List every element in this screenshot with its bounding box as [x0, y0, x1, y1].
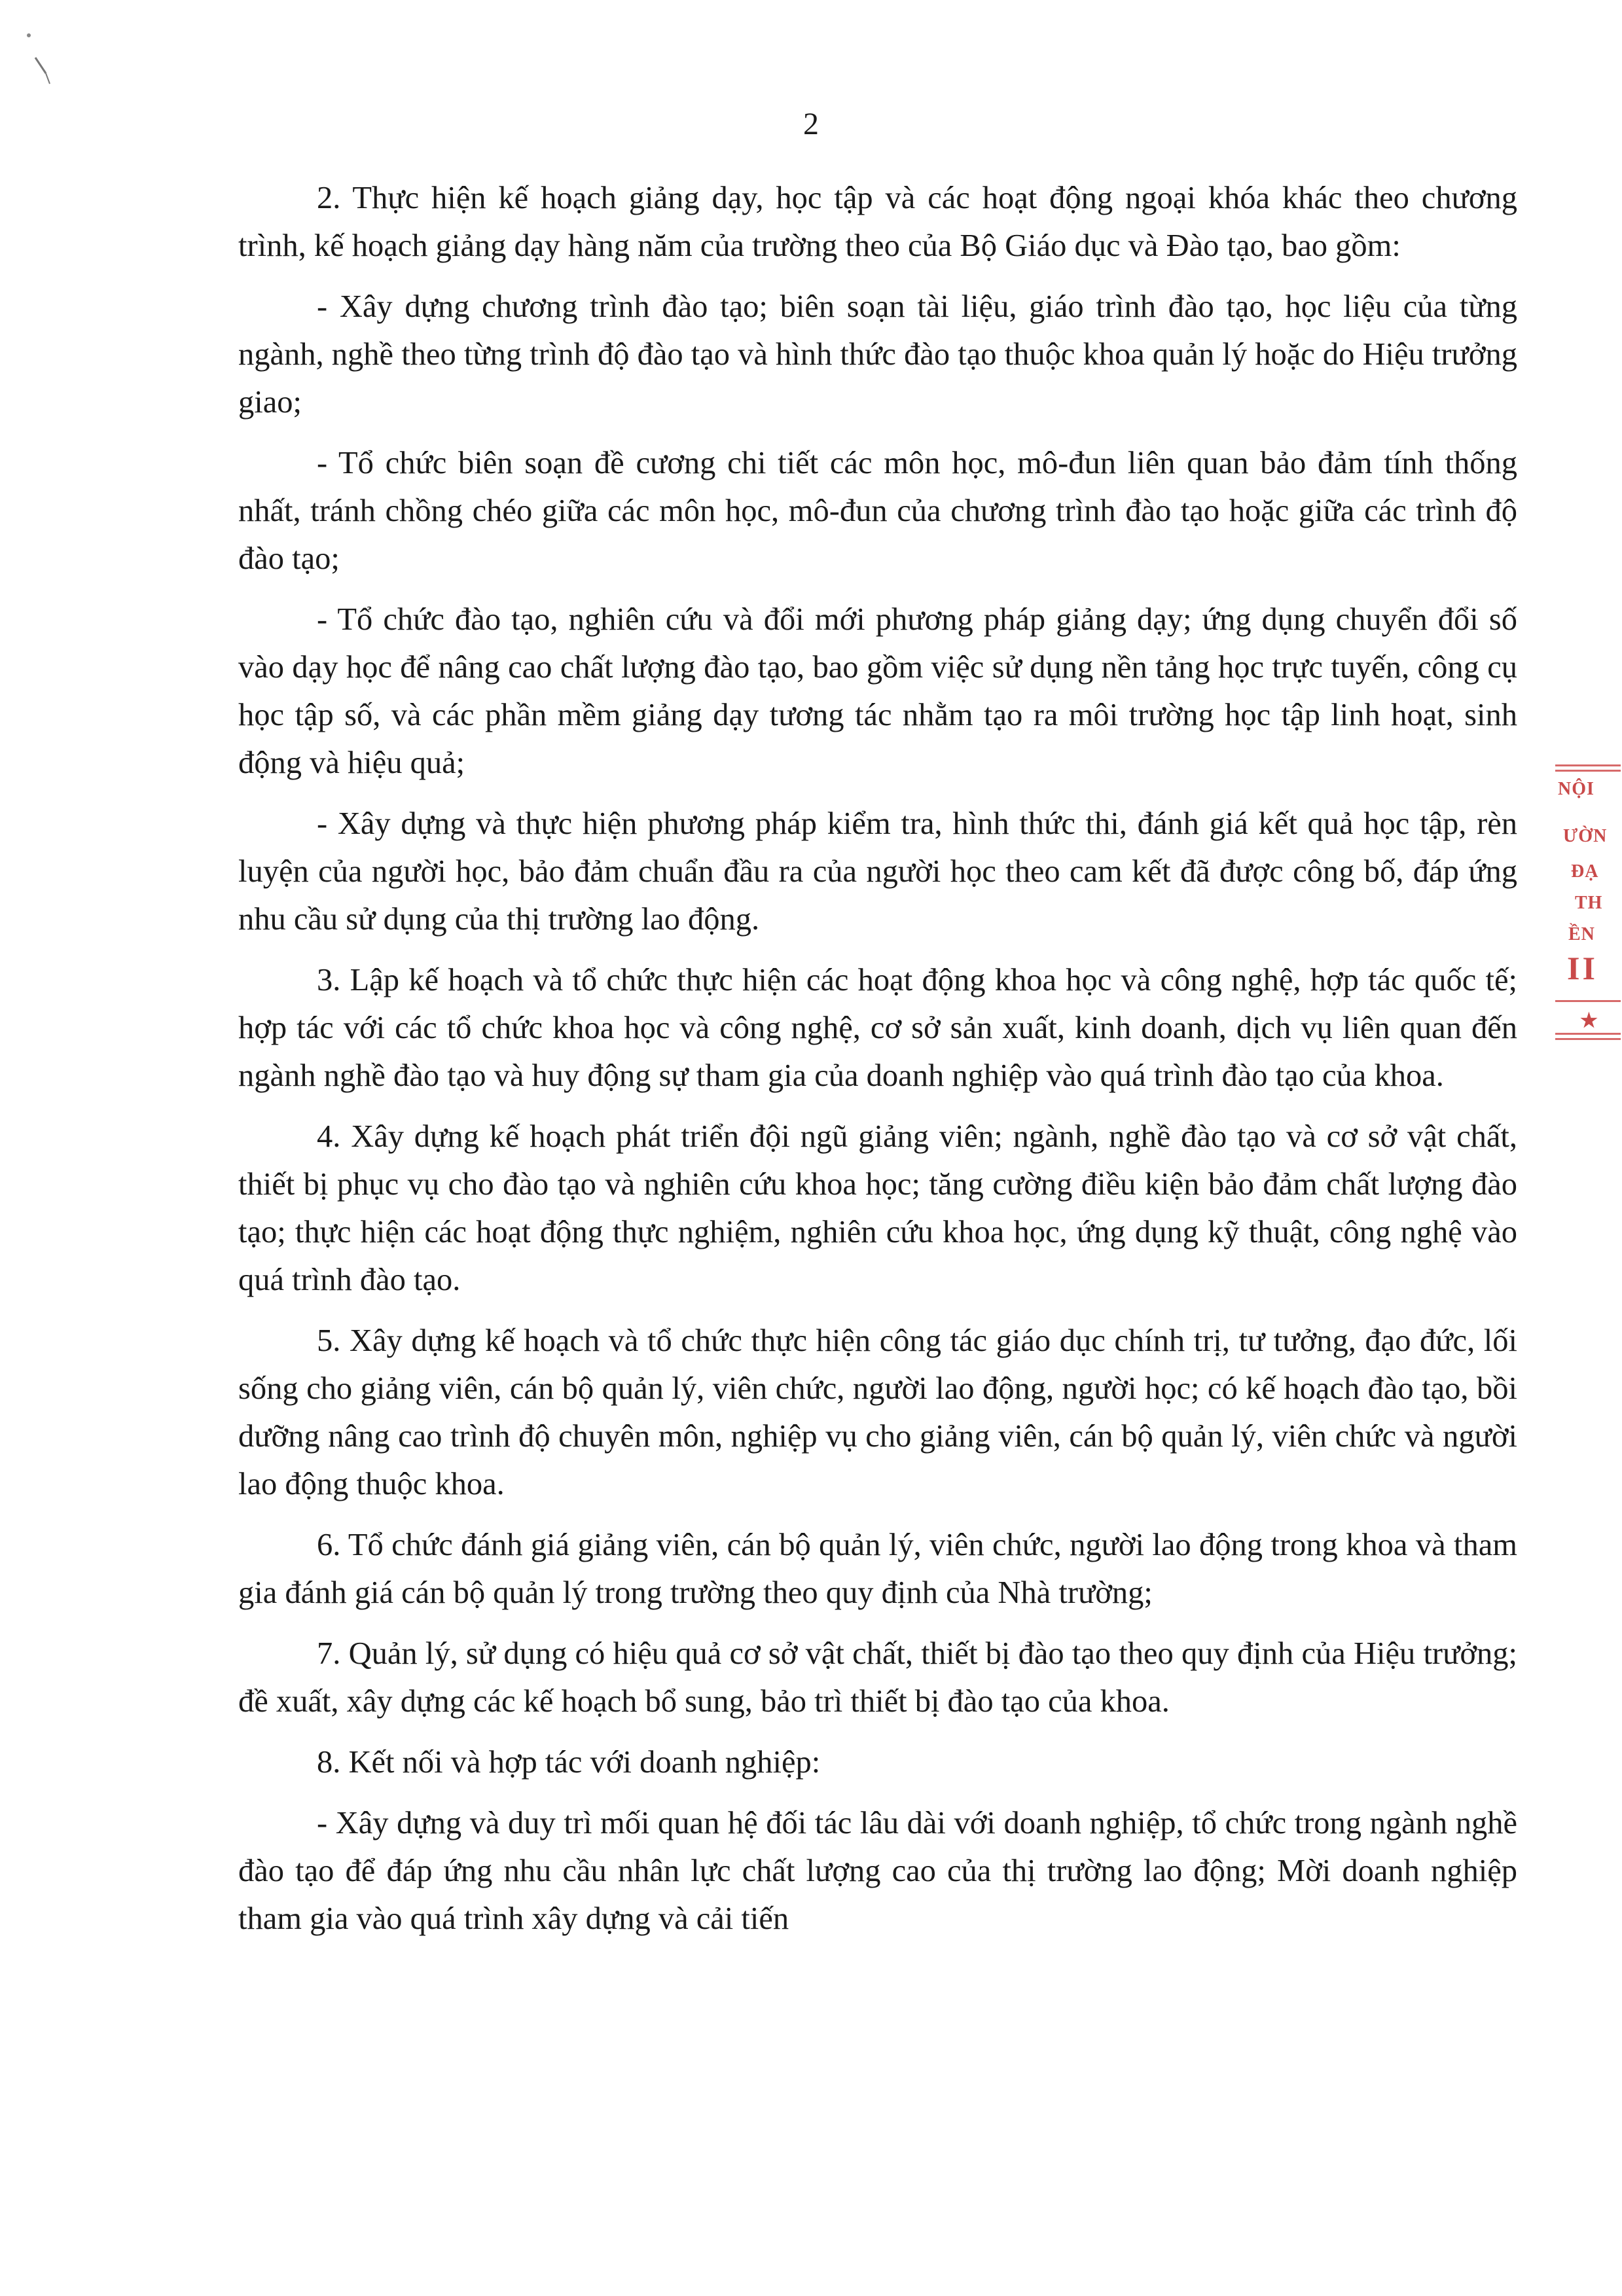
stamp-line: ĐẠ: [1571, 861, 1599, 882]
paragraph-item-8: 8. Kết nối và hợp tác với doanh nghiệp:: [317, 1745, 821, 1780]
paragraph-item-6: 6. Tổ chức đánh giá giảng viên, cán bộ quản lý, viên chức, người lao động trong khoa và tham gia đánh giá cán bộ quản lý trong trường theo quy định của Nhà trường;: [238, 1528, 1517, 1610]
stamp-line: TH: [1575, 893, 1603, 913]
stamp-line: ƯỜN: [1563, 826, 1608, 846]
paragraph-bullet-assessment: - Xây dựng và thực hiện phương pháp kiểm tra, hình thức thi, đánh giá kết quả học tập, rèn luyện của người học, bảo đảm chuẩn đầu ra của người học theo cam kết đã được công bố, đáp ứng nhu cầu sử dụng của thị trường lao động.: [238, 806, 1517, 937]
page-number: 2: [803, 107, 819, 141]
paragraph-bullet-teaching-methods: - Tổ chức đào tạo, nghiên cứu và đổi mới phương pháp giảng dạy; ứng dụng chuyển đổi số vào dạy học để nâng cao chất lượng đào tạo, bao gồm việc sử dụng nền tảng học trực tuyến, công cụ học tập số, và các phần mềm giảng dạy tương tác nhằm tạo ra môi trường học tập linh hoạt, sinh động và hiệu quả;: [238, 602, 1517, 780]
paragraph-item-4: 4. Xây dựng kế hoạch phát triển đội ngũ giảng viên; ngành, nghề đào tạo và cơ sở vật chất, thiết bị phục vụ cho đào tạo và nghiên cứu khoa học; tăng cường điều kiện bảo đảm chất lượng đào tạo; thực hiện các hoạt động thực nghiệm, nghiên cứu khoa học, ứng dụng kỹ thuật, công nghệ vào quá trình đào tạo.: [238, 1119, 1517, 1297]
paragraph-item-2: 2. Thực hiện kế hoạch giảng dạy, học tập và các hoạt động ngoại khóa khác theo chương trình, kế hoạch giảng dạy hàng năm của trường theo của Bộ Giáo dục và Đào tạo, bao gồm:: [238, 181, 1517, 263]
official-stamp: [1549, 764, 1622, 1066]
star-icon: ★: [1580, 1010, 1598, 1031]
document-body: [238, 174, 1517, 1956]
stamp-line: NỘI: [1558, 779, 1595, 799]
paragraph-item-3: 3. Lập kế hoạch và tổ chức thực hiện các hoạt động khoa học và công nghệ, hợp tác quốc tế; hợp tác với các tổ chức khoa học và công nghệ, cơ sở sản xuất, kinh doanh, dịch vụ liên quan đến ngành nghề đào tạo và huy động sự tham gia của doanh nghiệp vào quá trình đào tạo của khoa.: [238, 963, 1517, 1093]
stamp-line: II: [1567, 950, 1598, 986]
paragraph-item-5: 5. Xây dựng kế hoạch và tổ chức thực hiện công tác giáo dục chính trị, tư tưởng, đạo đức, lối sống cho giảng viên, cán bộ quản lý, viên chức, người lao động, người học; có kế hoạch đào tạo, bồi dưỡng nâng cao trình độ chuyên môn, nghiệp vụ cho giảng viên, cán bộ quản lý, viên chức và người lao động thuộc khoa.: [238, 1323, 1517, 1501]
paragraph-bullet-syllabus: - Tổ chức biên soạn đề cương chi tiết các môn học, mô-đun liên quan bảo đảm tính thống nhất, tránh chồng chéo giữa các môn học, mô-đun của chương trình đào tạo hoặc giữa các trình độ đào tạo;: [238, 446, 1517, 576]
paragraph-item-7: 7. Quản lý, sử dụng có hiệu quả cơ sở vật chất, thiết bị đào tạo theo quy định của Hiệu trưởng; đề xuất, xây dựng các kế hoạch bổ sung, bảo trì thiết bị đào tạo của khoa.: [238, 1636, 1517, 1719]
paragraph-bullet-partnership: - Xây dựng và duy trì mối quan hệ đối tác lâu dài với doanh nghiệp, tổ chức trong ngành nghề đào tạo để đáp ứng nhu cầu nhân lực chất lượng cao của thị trường lao động; Mời doanh nghiệp tham gia vào quá trình xây dựng và cải tiến: [238, 1806, 1517, 1936]
stamp-line: ỀN: [1568, 924, 1595, 944]
scan-mark-icon: [20, 26, 59, 98]
paragraph-bullet-curriculum: - Xây dựng chương trình đào tạo; biên soạn tài liệu, giáo trình đào tạo, học liệu của từng ngành, nghề theo từng trình độ đào tạo và hình thức đào tạo thuộc khoa quản lý hoặc do Hiệu trưởng giao;: [238, 289, 1517, 420]
